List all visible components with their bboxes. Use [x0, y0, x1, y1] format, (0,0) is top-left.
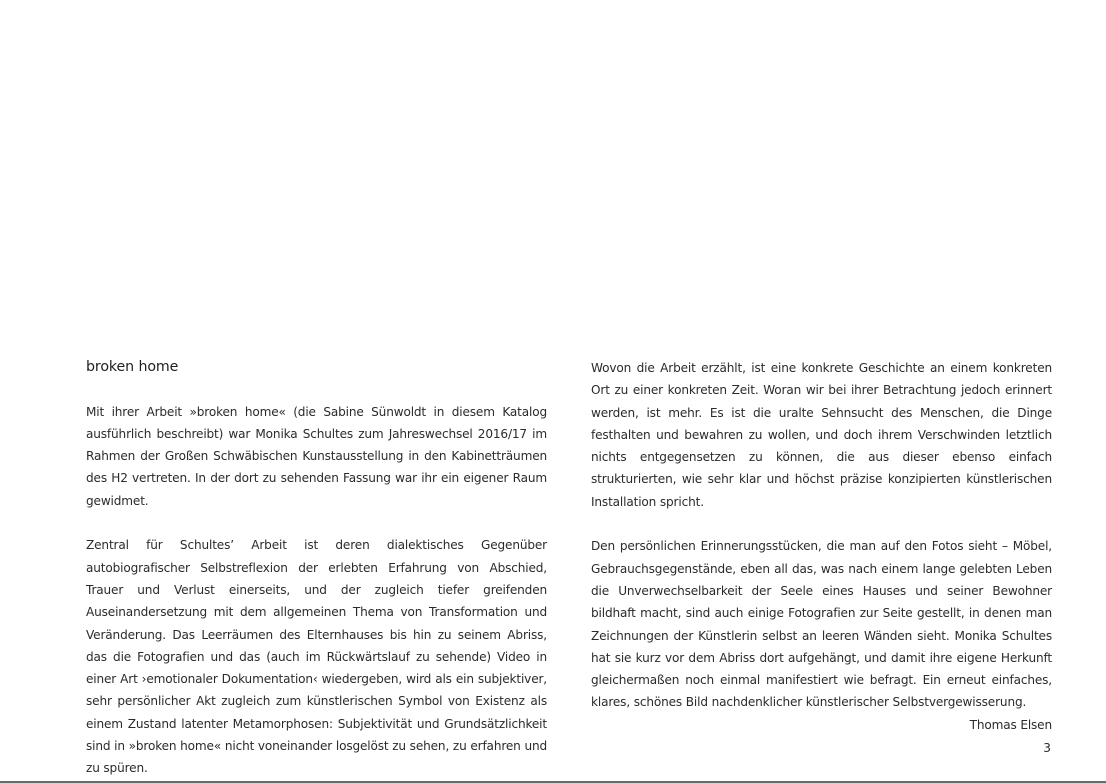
page-number: 3 [1043, 741, 1051, 755]
right-column [591, 357, 1052, 736]
paragraph-story: Wovon die Arbeit erzählt, ist eine konkrete Geschichte an einem konkreten Ort zu einer konkreten Zeit. Woran wir bei ihrer Betrachtung jedoch erinnert werden, ist mehr. Es ist die uralte Sehnsucht des Menschen, die Dinge festhalten und bewahren zu wollen, und doch ihrem Verschwinden letztlich nichts entgegensetzen zu können, die aus dieser ebenso einfach strukturierten, wie sehr klar und höchst präzise konzipierten künstlerischen Installation spricht. [591, 361, 1052, 509]
paragraph-intro: Mit ihrer Arbeit »broken home« (die Sabine Sünwoldt in diesem Katalog ausführlich beschreibt) war Monika Schultes zum Jahreswechsel 2016/17 im Rahmen der Großen Schwäbischen Kunstausstellung in den Kabinetträumen des H2 vertreten. In der dort zu sehenden Fassung war ihr ein eigener Raum gewidmet. [86, 404, 547, 508]
section-title: broken home [86, 359, 179, 375]
author-name: Thomas Elsen [969, 717, 1052, 732]
paragraph-central-theme: Zentral für Schultes’ Arbeit ist deren dialektisches Gegenüber autobiografischer Selbstreflexion der erlebten Erfahrung von Abschied, Trauer und Verlust einerseits, und der zugleich tiefer greifenden Auseinandersetzung mit dem allgemeinen Thema von Transformation und Veränderung. Das Leerräumen des Elternhauses bis hin zu seinem Abriss, das die Fotografien und das (auch im Rückwärtslauf zu sehende) Video in einer Art ›emotionaler Dokumentation‹ wiedergeben, wird als ein subjektiver, sehr persönlicher Akt zugleich zum künstlerischen Symbol von Existenz als einem Zustand latenter Metamorphosen: Subjektivität und Grundsätzlichkeit sind in »broken home« nicht voneinander losgelöst zu sehen, zu erfahren und zu spüren. [86, 538, 547, 776]
paragraph-memories: Den persönlichen Erinnerungsstücken, die man auf den Fotos sieht – Möbel, Gebrauchsgegenstände, eben all das, was nach einem lange gelebten Leben die Unverwechselbarkeit der Seele eines Hauses und seiner Bewohner bildhaft macht, sind auch einige Fotografien zur Seite gestellt, in denen man Zeichnungen der Künstlerin selbst an leeren Wänden sieht. Monika Schultes hat sie kurz vor dem Abriss dort aufgehängt, und damit ihre eigene Herkunft gleichermaßen noch einmal manifestiert wie befragt. Ein erneut einfaches, klares, schönes Bild nachdenklicher künstlerischer Selbstvergewisserung. [591, 539, 1052, 710]
left-column [86, 356, 547, 780]
